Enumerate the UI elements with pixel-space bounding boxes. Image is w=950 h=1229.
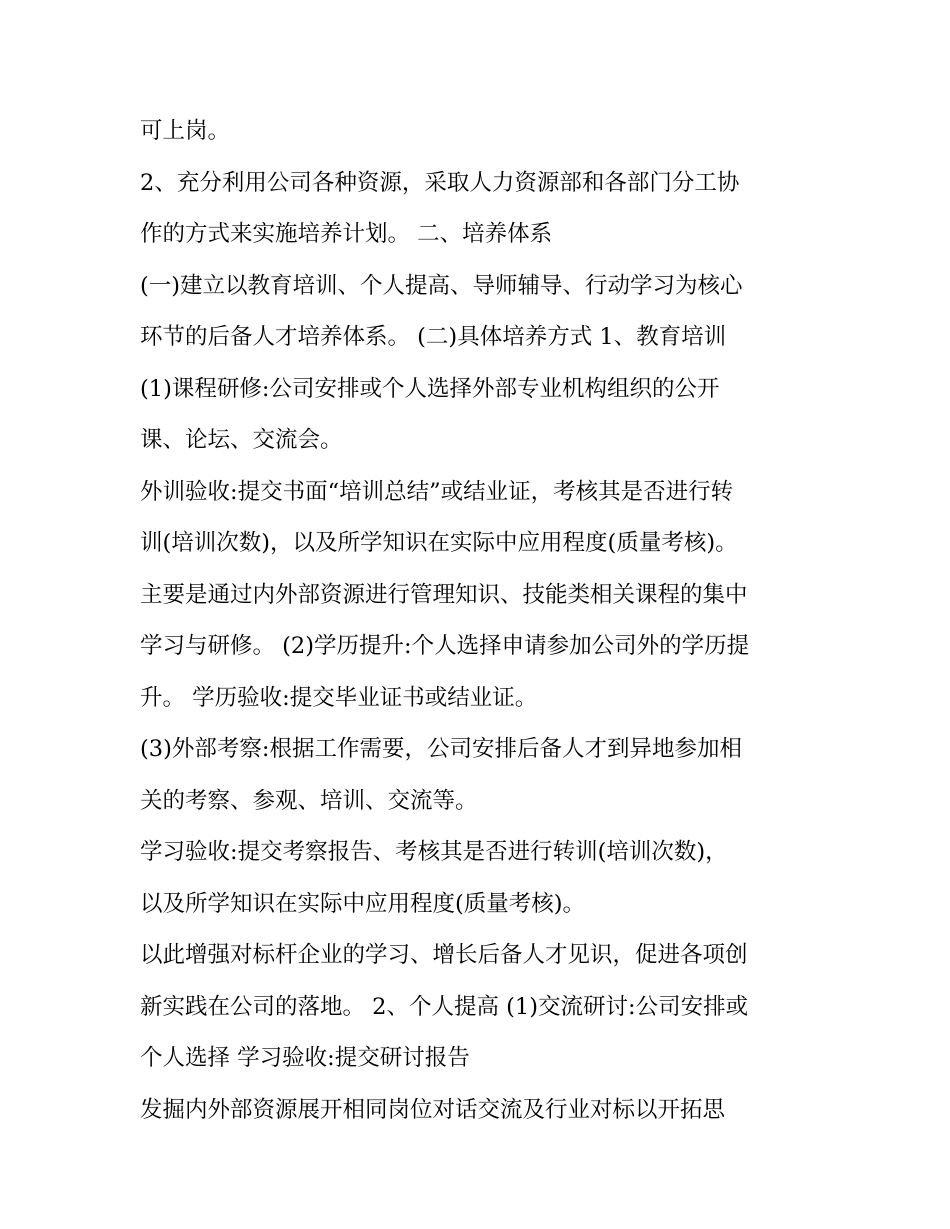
text-line: 升。 学历验收:提交毕业证书或结业证。	[140, 684, 538, 711]
text-line: (一)建立以教育培训、个人提高、导师辅导、行动学习为核心	[140, 272, 743, 299]
text-line: 以此增强对标杆企业的学习、增长后备人才见识，促进各项创	[140, 942, 748, 968]
text-line: (3)外部考察:根据工作需要，公司安排后备人才到异地参加相	[140, 736, 742, 762]
text-line: 个人选择 学习验收:提交研讨报告	[140, 1045, 470, 1071]
text-line: 作的方式来实施培养计划。 二、培养体系	[140, 221, 553, 247]
document-body	[140, 106, 830, 1136]
text-line: 发掘内外部资源展开相同岗位对话交流及行业对标以开拓思	[140, 1096, 726, 1123]
text-line: 外训验收:提交书面“培训总结”或结业证，考核其是否进行转	[140, 478, 734, 505]
text-line: 环节的后备人才培养体系。 (二)具体培养方式 1、教育培训	[140, 324, 727, 350]
text-line: 以及所学知识在实际中应用程度(质量考核)。	[140, 890, 586, 917]
text-line: 关的考察、参观、培训、交流等。	[140, 787, 478, 814]
text-line: 可上岗。	[140, 118, 231, 144]
text-line: 学习验收:提交考察报告、考核其是否进行转训(培训次数)，	[140, 839, 728, 865]
text-line: 2、充分利用公司各种资源，采取人力资源部和各部门分工协	[140, 169, 740, 196]
text-line: 主要是通过内外部资源进行管理知识、技能类相关课程的集中	[140, 581, 748, 608]
text-line: (1)课程研修:公司安排或个人选择外部专业机构组织的公开	[140, 375, 720, 402]
text-line: 课、论坛、交流会。	[140, 427, 343, 453]
text-line: 学习与研修。 (2)学历提升:个人选择申请参加公司外的学历提	[140, 633, 750, 659]
text-line: 新实践在公司的落地。 2、个人提高 (1)交流研讨:公司安排或	[140, 993, 749, 1020]
text-line: 训(培训次数)，以及所学知识在实际中应用程度(质量考核)。	[140, 530, 738, 556]
